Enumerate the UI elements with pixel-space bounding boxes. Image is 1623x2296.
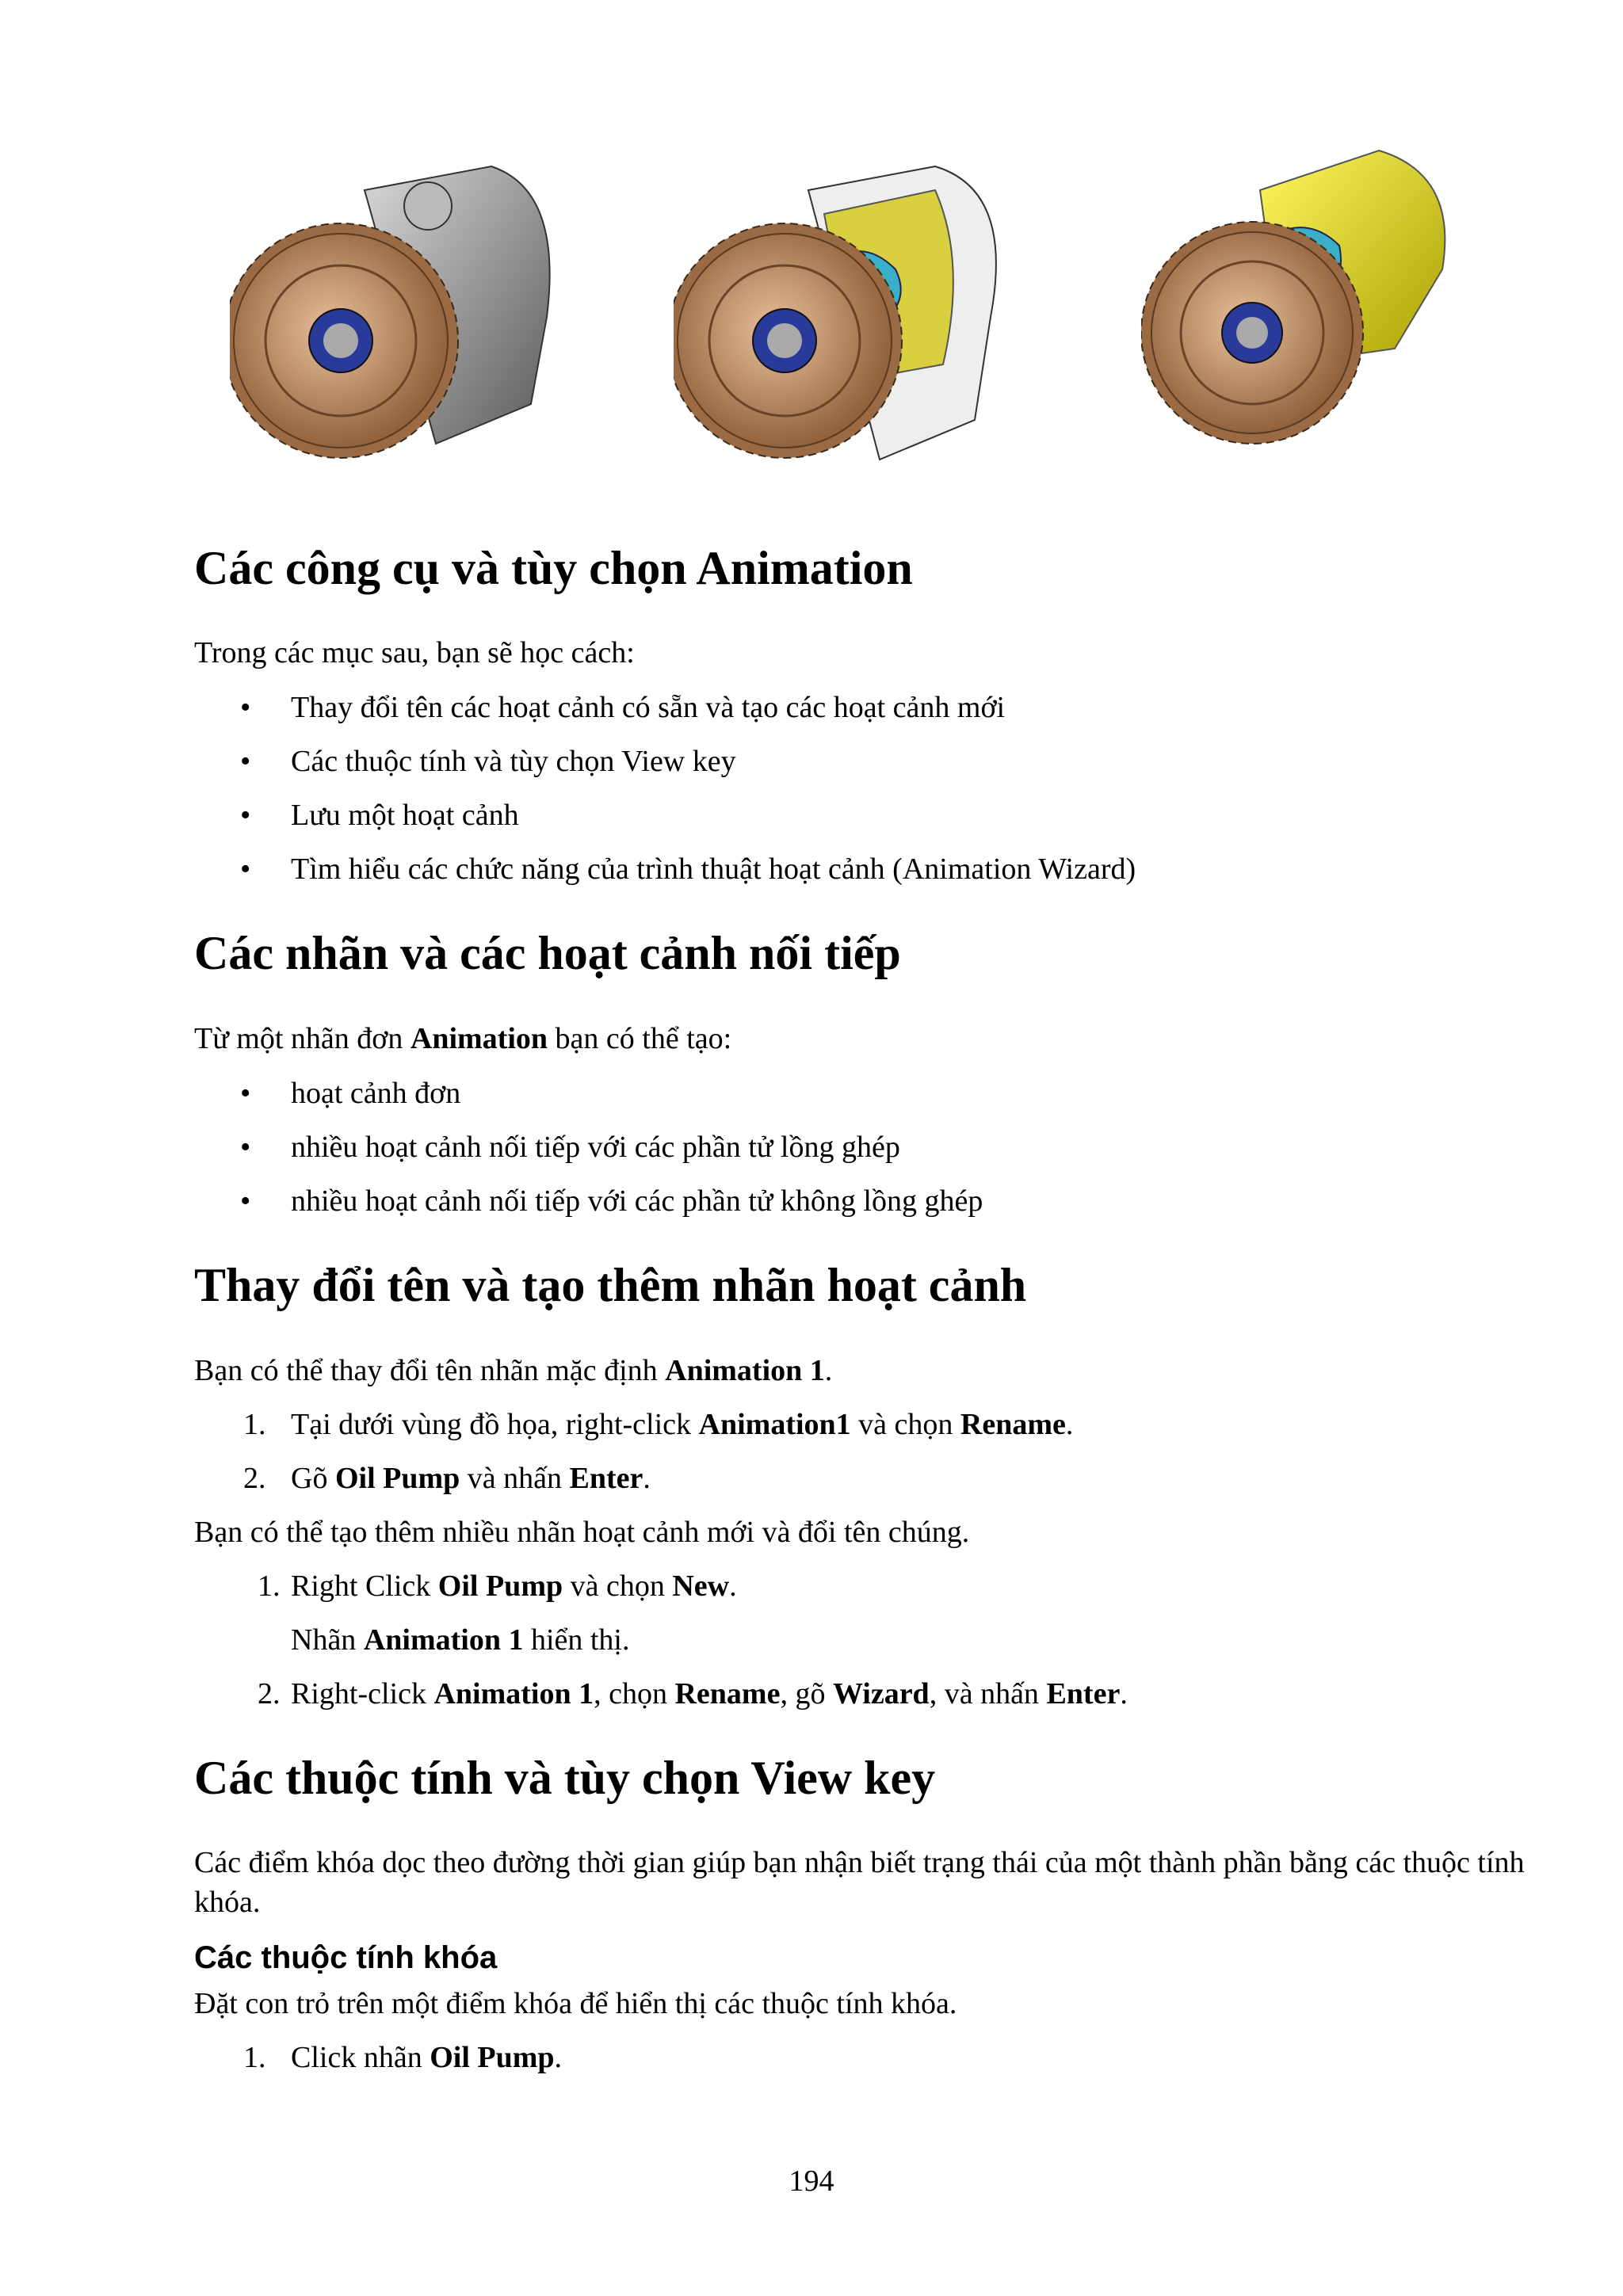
paragraph: Bạn có thể thay đổi tên nhãn mặc định Animation 1. — [194, 1354, 833, 1387]
oil-pump-image-yellow — [1141, 143, 1506, 507]
oil-pump-image-gray — [230, 143, 594, 507]
document-page: Các công cụ và tùy chọn Animation Trong các mục sau, bạn sẽ học cách: • Thay đổi tên các hoạt cảnh có sẵn và tạo các hoạt cảnh mới • Các thuộc tính và tùy chọn View key • Lưu một hoạt cảnh • Tìm hiểu các chức năng của trình thuật hoạt cảnh (Animation Wizard) Các nhãn và các hoạt cảnh nối tiếp Từ một nhãn đơn Animation bạn có thể tạo: • hoạt cảnh đơn • nhiều hoạt cảnh nối tiếp với các phần tử lồng ghép • nhiều hoạt cảnh nối tiếp với các phần tử không lồng ghép Thay đổi tên và tạo thêm nhãn hoạt cảnh Bạn có thể thay đổi tên nhãn mặc định Animation 1. 1. Tại dưới vùng đồ họa, right-click Animation1 và chọn Rename. 2. Gõ Oil Pump và nhấn Enter. Bạn có thể tạo thêm nhiều nhãn hoạt cảnh mới và đổi tên chúng. 1. Right Click Oil Pump và chọn New. Nhãn Animation 1 hiển thị. 2. Right-click Animation 1, chọn Rename, gõ Wizard, và nhấn Enter. Các thuộc tính và tùy chọn View key Các điểm khóa dọc theo đường thời gian giúp bạn nhận biết trạng thái của một thành phần bằng các thuộc tính khóa. Các thuộc tính khóa Đặt con trỏ trên một điểm khóa để hiển thị các thuộc tính khóa. 1. Click nhãn Oil Pump. 194 — [0, 0, 1623, 2296]
figure-row — [230, 143, 1466, 507]
paragraph: Từ một nhãn đơn Animation bạn có thể tạo: — [194, 1022, 732, 1055]
paragraph: Trong các mục sau, bạn sẽ học cách: — [194, 636, 635, 669]
section-heading: Thay đổi tên và tạo thêm nhãn hoạt cảnh — [194, 1259, 1027, 1311]
paragraph: Bạn có thể tạo thêm nhiều nhãn hoạt cảnh mới và đổi tên chúng. — [194, 1516, 970, 1549]
paragraph: Các điểm khóa dọc theo đường thời gian giúp bạn nhận biết trạng thái của một thành phần bằng các thuộc tính khóa. — [194, 1846, 1525, 1919]
section-heading: Các công cụ và tùy chọn Animation — [194, 542, 913, 594]
oil-pump-image-transparent — [674, 143, 1038, 507]
section-heading: Các thuộc tính và tùy chọn View key — [194, 1752, 936, 1804]
subsection-heading: Các thuộc tính khóa — [194, 1940, 498, 1975]
paragraph: Đặt con trỏ trên một điểm khóa để hiển thị các thuộc tính khóa. — [194, 1987, 957, 2020]
page-number: 194 — [789, 2164, 834, 2198]
section-heading: Các nhãn và các hoạt cảnh nối tiếp — [194, 927, 901, 979]
